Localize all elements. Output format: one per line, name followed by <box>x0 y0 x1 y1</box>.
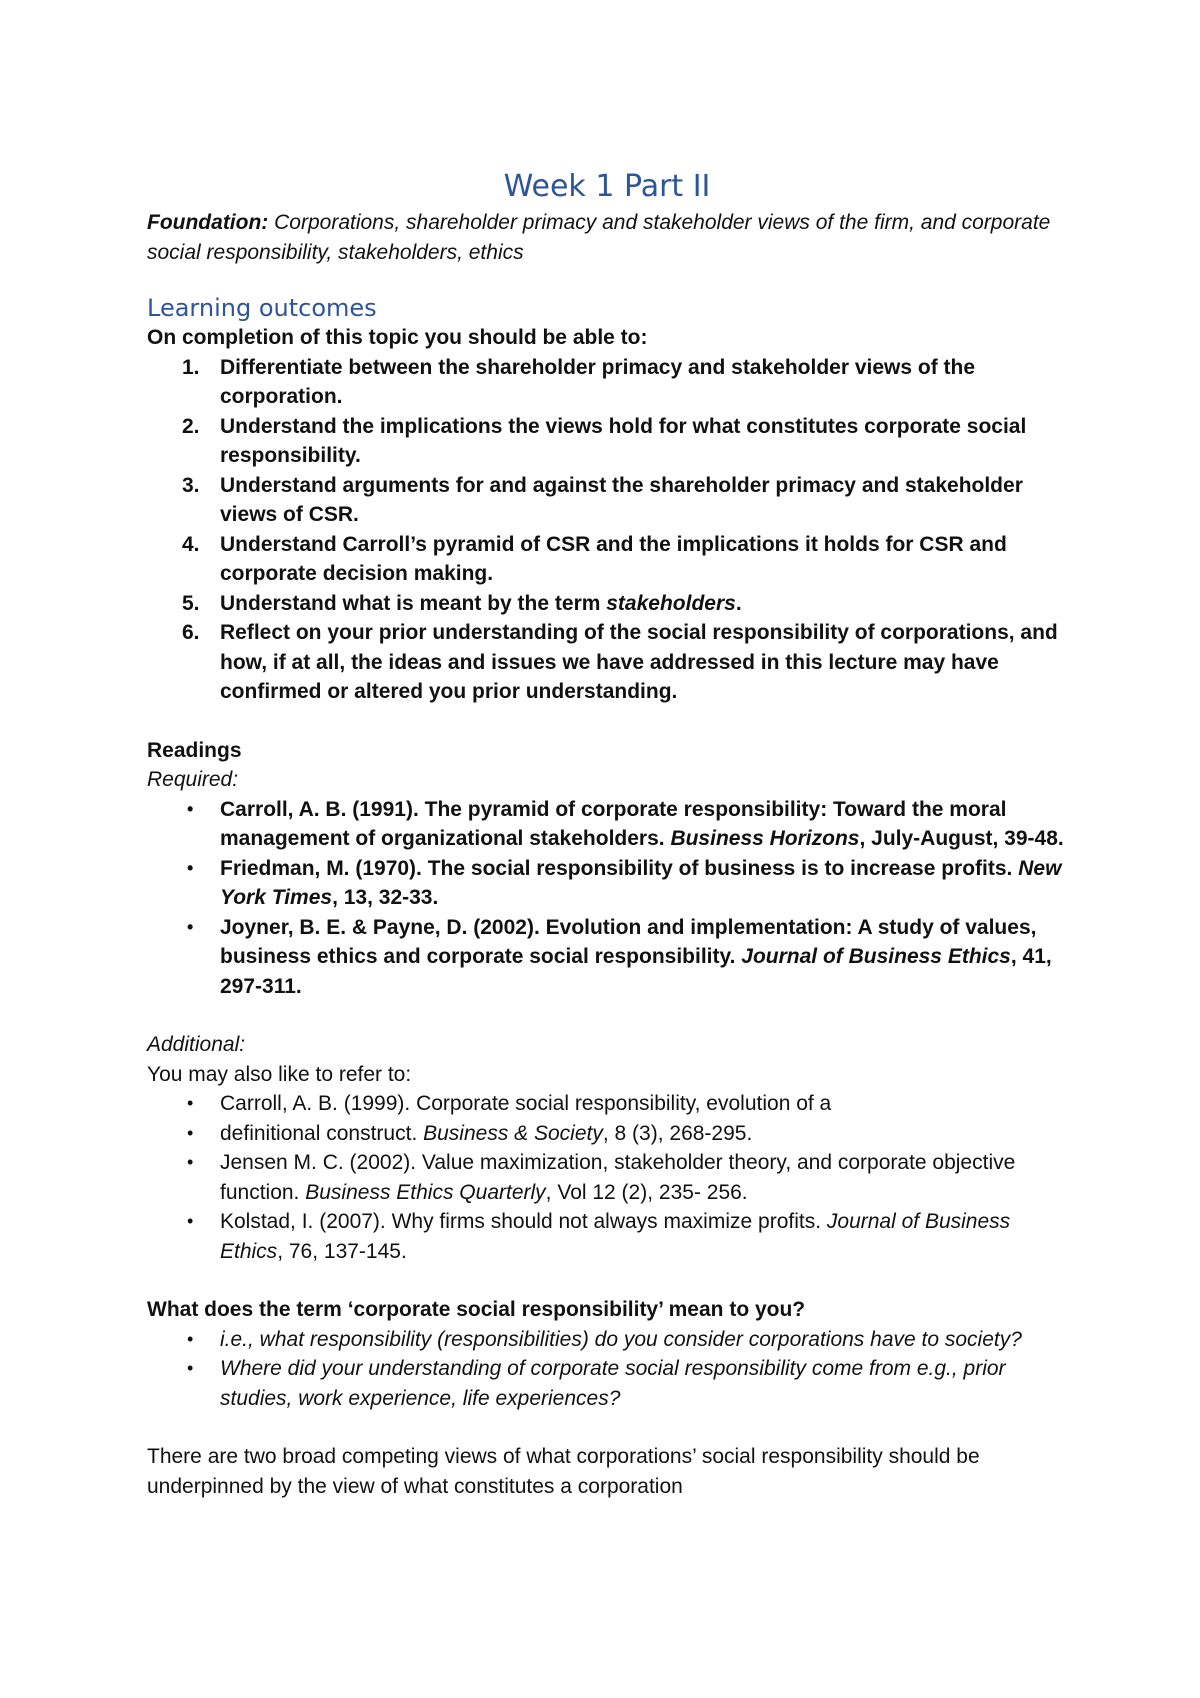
list-item <box>147 795 1067 854</box>
learning-outcomes-heading: Learning outcomes <box>147 294 377 322</box>
citation-source: Journal of Business Ethics <box>220 1210 1011 1263</box>
list-item-text: Understand Carroll’s pyramid of CSR and the implications it holds for CSR and corporate decision making. <box>220 532 1007 585</box>
bullet-icon: • <box>187 798 194 819</box>
citation-details: , 8 (3), 268-295. <box>602 1121 753 1145</box>
citation-text: definitional construct. <box>220 1121 424 1145</box>
citation-text: Jensen M. C. (2002). Value maximization, stakeholder theory, and corporate objective function. <box>220 1151 1016 1204</box>
list-item <box>147 1089 1067 1119</box>
bullet-icon: • <box>187 1093 194 1113</box>
document-page <box>147 168 1067 1501</box>
citation-details: , 76, 137-145. <box>277 1239 407 1263</box>
page-title: Week 1 Part II <box>503 169 711 204</box>
bullet-icon: • <box>187 1328 194 1349</box>
citation-text: Joyner, B. E. & Payne, D. (2002). Evolution and implementation: A study of values, business ethics and corporate social responsibility. <box>220 915 1037 968</box>
list-item <box>147 1354 1067 1413</box>
spacer <box>147 1413 1067 1442</box>
list-item <box>147 1325 1067 1355</box>
citation-source: Business Ethics Quarterly <box>305 1180 546 1204</box>
additional-label: Additional: <box>147 1033 246 1056</box>
bullet-icon: • <box>187 1211 194 1231</box>
foundation-paragraph <box>147 208 1067 267</box>
bullet-icon: • <box>187 1152 194 1172</box>
foundation-text: Corporations, shareholder primacy and stakeholder views of the firm, and corporate social responsibility, stakeholders, ethics <box>147 211 1051 264</box>
foundation-label: Foundation: <box>147 211 269 234</box>
list-item-text: Understand arguments for and against the shareholder primacy and stakeholder views of CSR. <box>220 473 1023 526</box>
csr-question-list <box>147 1325 1067 1414</box>
learning-outcomes-intro: On completion of this topic you should be able to: <box>147 326 648 349</box>
citation-text: Kolstad, I. (2007). Why firms should not always maximize profits. <box>220 1210 827 1233</box>
bullet-icon: • <box>187 1122 194 1143</box>
list-item-text: Reflect on your prior understanding of the social responsibility of corporations, and how, if at all, the ideas and issues we have addressed in this lecture may have confirmed or altered you prior understanding. <box>220 621 1058 703</box>
citation-source: Business & Society <box>423 1121 603 1145</box>
list-item-text: Understand what is meant by the term <box>220 591 607 615</box>
spacer <box>147 1266 1067 1295</box>
list-number: 4. <box>182 532 200 556</box>
list-item <box>147 1119 1067 1149</box>
list-number: 5. <box>182 591 200 615</box>
citation-text: Carroll, A. B. (1999). Corporate social responsibility, evolution of a <box>220 1092 832 1115</box>
list-item <box>147 471 1067 530</box>
spacer <box>147 1001 1067 1030</box>
list-number: 3. <box>182 473 200 497</box>
list-item <box>147 530 1067 589</box>
list-item-italic: stakeholders <box>606 591 736 615</box>
list-number: 1. <box>182 355 200 379</box>
bullet-icon: • <box>187 1358 194 1378</box>
list-item <box>147 412 1067 471</box>
citation-details: , Vol 12 (2), 235- 256. <box>545 1180 748 1204</box>
closing-paragraph: There are two broad competing views of what corporations’ social responsibility should be underpinned by the view of what constitutes a corporation <box>147 1445 980 1498</box>
bullet-icon: • <box>187 916 194 937</box>
list-item <box>147 353 1067 412</box>
question-text: Where did your understanding of corporate social responsibility come from e.g., prior studies, work experience, life experiences? <box>220 1357 1006 1410</box>
citation-text: Carroll, A. B. (1991). The pyramid of corporate responsibility: Toward the moral management of organizational stakeholders. <box>220 797 1007 850</box>
spacer <box>147 707 1067 736</box>
citation-source: Journal of Business Ethics <box>741 945 1011 968</box>
citation-source: New York Times <box>220 856 1062 909</box>
list-number: 6. <box>182 621 200 644</box>
required-readings-list <box>147 795 1067 1002</box>
list-item-text-after: . <box>735 591 742 615</box>
citation-text: Friedman, M. (1970). The social responsibility of business is to increase profits. <box>220 856 1019 880</box>
additional-intro: You may also like to refer to: <box>147 1062 412 1086</box>
list-item-text: Differentiate between the shareholder primacy and stakeholder views of the corporation. <box>220 355 976 408</box>
citation-details: , July-August, 39-48. <box>859 827 1064 850</box>
bullet-icon: • <box>187 857 194 878</box>
list-item <box>147 854 1067 913</box>
list-item-text: Understand the implications the views hold for what constitutes corporate social responsibility. <box>220 414 1027 467</box>
list-item <box>147 913 1067 1002</box>
citation-source: Business Horizons <box>670 827 860 850</box>
learning-outcomes-list <box>147 353 1067 707</box>
list-number: 2. <box>182 414 200 438</box>
citation-details: , 41, 297-311. <box>220 945 1052 998</box>
readings-heading: Readings <box>147 738 242 762</box>
citation-details: , 13, 32-33. <box>332 886 439 909</box>
additional-readings-list <box>147 1089 1067 1266</box>
list-item <box>147 618 1067 707</box>
csr-question-heading: What does the term ‘corporate social responsibility’ mean to you? <box>147 1298 806 1321</box>
list-item <box>147 1148 1067 1207</box>
question-text: i.e., what responsibility (responsibilities) do you consider corporations have to society? <box>220 1327 1022 1351</box>
list-item <box>147 1207 1067 1266</box>
required-label: Required: <box>147 768 239 791</box>
list-item <box>147 589 1067 619</box>
